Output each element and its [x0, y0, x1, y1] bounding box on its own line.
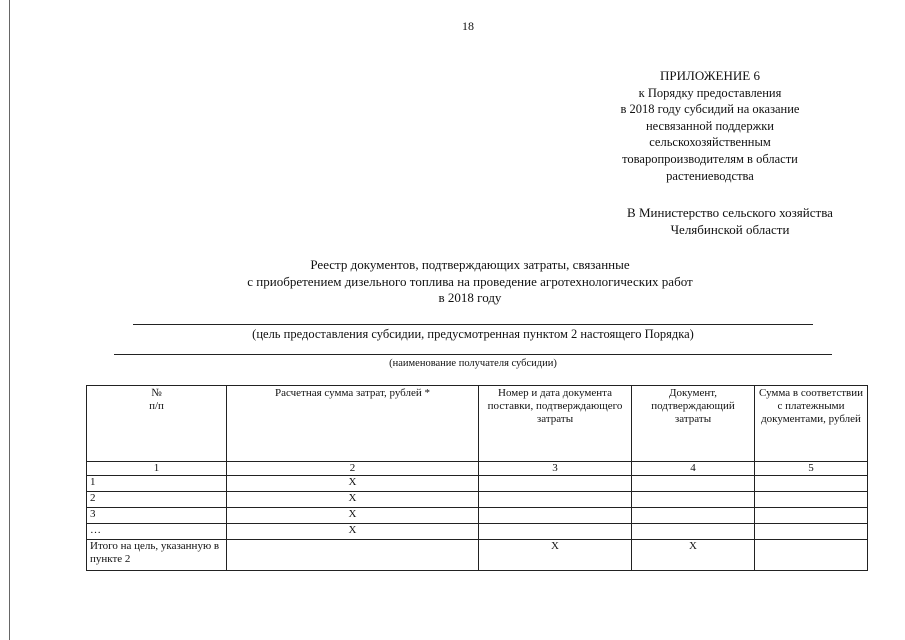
addressee-line: Челябинской области [670, 221, 790, 237]
total-label: Итого на цель, указанную в пункте 2 [87, 540, 227, 571]
delivery-document-cell[interactable] [479, 508, 632, 524]
appendix-line: в 2018 году субсидий на оказание [620, 102, 800, 117]
purpose-caption: (цель предоставления субсидии, предусмотренная пунктом 2 настоящего Порядка) [252, 327, 694, 341]
estimated-cost-cell[interactable]: Х [227, 524, 479, 540]
table-row [87, 524, 868, 540]
column-number-row [87, 462, 868, 476]
confirming-document-cell[interactable] [632, 524, 755, 540]
total-confirming-document-cell: Х [632, 540, 755, 571]
estimated-cost-cell[interactable]: Х [227, 492, 479, 508]
title-line: в 2018 году [438, 290, 502, 306]
page-number: 18 [462, 19, 474, 33]
header-number: № п/п [87, 386, 227, 462]
addressee-line: В Министерство сельского хозяйства [627, 205, 833, 220]
appendix-line: сельскохозяйственным [649, 135, 771, 150]
row-number[interactable]: … [87, 524, 227, 540]
confirming-document-cell[interactable] [632, 508, 755, 524]
column-number: 3 [479, 462, 632, 476]
table-row [87, 492, 868, 508]
delivery-document-cell[interactable] [479, 476, 632, 492]
column-number: 5 [755, 462, 868, 476]
confirming-document-cell[interactable] [632, 492, 755, 508]
column-number: 2 [227, 462, 479, 476]
registry-table [86, 385, 868, 571]
purpose-fill-line [133, 324, 813, 325]
total-estimated-cost-cell[interactable] [227, 540, 479, 571]
delivery-document-cell[interactable] [479, 492, 632, 508]
total-row [87, 540, 868, 571]
title-line: Реестр документов, подтверждающих затраты, связанные [310, 257, 630, 272]
estimated-cost-cell[interactable]: Х [227, 476, 479, 492]
title-line: с приобретением дизельного топлива на проведение агротехнологических работ [247, 273, 693, 289]
total-delivery-document-cell: Х [479, 540, 632, 571]
payment-sum-cell[interactable] [755, 524, 868, 540]
appendix-line: растениеводства [666, 168, 754, 183]
recipient-caption: (наименование получателя субсидии) [389, 358, 557, 369]
row-number[interactable]: 3 [87, 508, 227, 524]
header-payment-sum: Сумма в соответствии с платежными документами, рублей [755, 386, 868, 462]
page-left-border [9, 0, 10, 640]
appendix-heading: ПРИЛОЖЕНИЕ 6 [660, 68, 760, 83]
appendix-block [560, 68, 860, 184]
table-row [87, 476, 868, 492]
payment-sum-cell[interactable] [755, 508, 868, 524]
addressee-block [560, 205, 900, 238]
appendix-line: товаропроизводителям в области [622, 151, 798, 166]
table-row [87, 508, 868, 524]
payment-sum-cell[interactable] [755, 492, 868, 508]
delivery-document-cell[interactable] [479, 524, 632, 540]
payment-sum-cell[interactable] [755, 476, 868, 492]
header-estimated-cost: Расчетная сумма затрат, рублей * [227, 386, 479, 462]
confirming-document-cell[interactable] [632, 476, 755, 492]
total-payment-sum-cell[interactable] [755, 540, 868, 571]
column-number: 1 [87, 462, 227, 476]
header-delivery-document: Номер и дата документа поставки, подтверждающего затраты [479, 386, 632, 462]
column-number: 4 [632, 462, 755, 476]
estimated-cost-cell[interactable]: Х [227, 508, 479, 524]
recipient-fill-line [114, 354, 832, 355]
header-confirming-document: Документ, подтверждающий затраты [632, 386, 755, 462]
appendix-line: к Порядку предоставления [638, 85, 782, 100]
document-title [180, 257, 760, 307]
table-header-row [87, 386, 868, 462]
row-number[interactable]: 2 [87, 492, 227, 508]
row-number[interactable]: 1 [87, 476, 227, 492]
appendix-line: несвязанной поддержки [645, 118, 774, 133]
